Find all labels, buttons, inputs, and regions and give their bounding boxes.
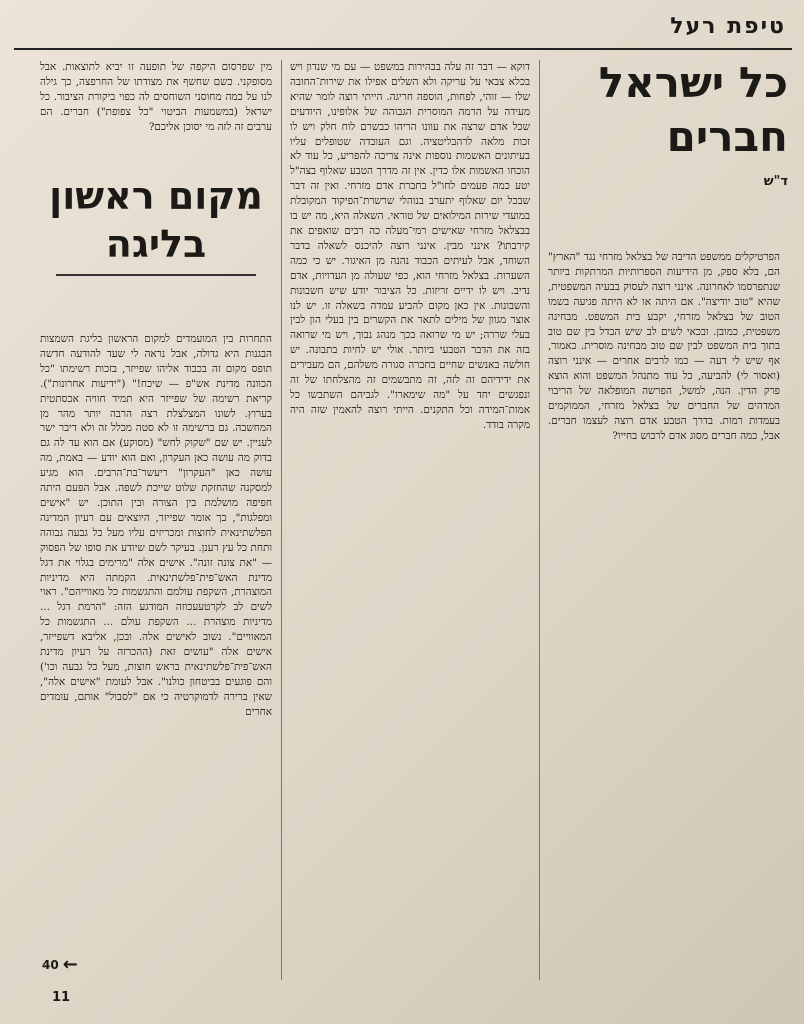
second-article-heading — [40, 172, 272, 322]
column-divider — [539, 60, 540, 980]
article-text: מין שפרסום היקפה של תופעה זו יביא לתוצאות. אבל מסופקני. כשם שחשף את מצודתו של החרפצה, כך גילה לנו על כמה מחוסני השוחסים לה כפוי ביקורת הציבור. כל ישראל (במשמעות הביטוי "כל צפופת") חברים. הם ערבים זה לזה מי יסוכן אליכם? — [40, 61, 272, 133]
arrow-left-icon: ← — [62, 954, 78, 975]
article-text: התחרות בין המועמדים למקום הראשון בליגת השמצות הבגנות היא גדולה, אבל נראה לי שעד להודעה חדשה תופס מקום זה בכבוד אליהו שפייזר, בזכות רשימתו "כל הכוונה מדינת אש"פ — שיכח!" ("ידיעות אחרונות"). קריאת רשימה של שפייזר היא תמיד חוויה אכסתטית בערוץ. לשונו המצלצלת רצה הרבה יותר מהר מן המחשבה. גם ברשימה זו לא סטה מכלל זה ולא דיבר ישר לעניין. יש שם "שקוק לחש" (מסוקע) אם הוא עד לה גם בדוק מה עושה כאן העקרון, ואם הוא יודע — באמת, מה עושה כאן "העקרון" ריעשר־בת־הרבים. הוא מגיע למסקנה שהחזקת שלוט שייכת לשפה. אבל הפעם היתה חפיפה מושלמת בין הצורה ובין התוכן. יש "אישים ומפלגות", כך אומר שפייזר, היוצאים עם רעיון המדינה הפלשתינאית לחוצות ומכריזים עליו מעל כל גבעה גבוהה ותחת כל עץ רענן. בעיקר לשם שיודע את סופו של הפסוק — "את צונה זונה". אישים אלה "מרימים בגלוי את דגל מדינת האש־פית־פלשתינאית. הקמתה היא מדיניות המוצהרת, השקפת עולמם והתגשמות כל מאווייהם". ראוי לשים לב לקרטעעכוזה המודגע הזה: "הרמת דגל ... מדיניות מוצהרת ... השקפת עולם ... התגשמות כל המאוויים". נשוב לאישים אלה. ובכן, אליבא דשפייזר, אישים אלה "עושים זאת (ההכרזה על רעיון מדינת האש־פית־פלשתינאית בראש חוצות, מעל כל גבעה וכו') והם פוגעים בביטחון כולנו". אבל לעומת "אישים אלה", שאין ברירה לדמוקרטיה כי אם "לסבול" אותם, עומדים אחרים — [40, 333, 272, 718]
article-byline: ד"ש — [763, 174, 788, 189]
article-heading — [548, 56, 788, 241]
second-article-title: מקום ראשון בליגה — [49, 174, 263, 266]
heading-rule — [56, 274, 256, 276]
article-column-right — [548, 250, 780, 976]
page-number: 11 — [52, 990, 71, 1005]
continued-page-number: 40 — [42, 958, 59, 972]
article-column-left-bottom — [40, 332, 272, 975]
article-text: דוקא — דבר זה עלה בבהירות במשפט — עם מי שנדון ויש בכלא צבאי על עריקה ולא השלים אפילו את שירות־החובה שלו — זוהי, לפחות, הוספה חריגה. הייתי רוצה לומר שהיא מעידה על הרמה המוסרית הגבוהה של אלופינו, היודעים שכל אדם שרצה את עוונו הריהו כבשרם לוח חלק ויש לו זכות מלאה לרהבליטציה. וגם העובדה שטופלים עליו בעיתונים האשמות נוספות אינה צריכה להפריע, כל עוד לא הוכחו האשמות אלו כדין. אין זה מדרך הטבע שאלוף בצה"ל יטע כמה פעמים לחו"ל בחברת אדם מזרחי. ואין זה דבר שבכל יום שאלוף יתערב בנוהלי שרשרת־הפיקוד המקובלת במועדי שירות המילואים של טוראי. השאלה היא, מה יש בו בבצלאל מזרחי שאישים רמי־מעלה כה רבים שואפים את קירבתו? אינני מבין. אינני רוצה להיכנס לשאלה בדבר השוחד, אבל לעיתים הכבוד נהנה מן האיגור. יש כי כמה השערות. בצלאל מזרחי הוא, כפי שעולה מן העדויות, אדם נדיב. ויש לו ידיים זריזות. כל הציבור יודע שיש חשבונות והשבונות. אין כאן מקום להביע עמדה בשאלה זו. יש לנו אוצר מגוון של מילים לתאר את הקשרים בין בעלי הון לבין בעלי שררה; יש מי שרואה בכך מנהג נבוך, ויש מי שרואה בזה את הדבר הטבעי ביותר. אולי יש לחיות בתבונה. יש חולשה באנשים שחיים בחברה סגורה משלהם, הם מעבירים את ידידיהם זה לזה, זה מתבשמים זה מהצלחתו של זה ונפגשים יחד על "מה שימארו". לגביהם השתבשו כל אמות־המידה וכל התקנים. הייתי רוצה להאמין שזה היה מקרה בודד. — [290, 61, 530, 431]
article-column-left-top — [40, 60, 272, 168]
article-text: הפרטיקלים ממשפט הדיבה של בצלאל מזרחי נגד "הארץ" הם, בלא ספק, מן הידיעות הספרותיות המרתקות ביותר שנתפרסמו לאחרונה. אינני רוצה לעסוק בבעיה המשפטית, שהיא "טוב יודיצה". אם היתה או לא היתה פגיעה בשמו הטוב של בצלאל מזרחי, יקבע בית המשפט. מבחינה משפטית, כמובן. ובכאי לשים לב שיש הבדל בין שם טוב בתוך בית המשפט לבין שם טוב מבחינה מוסרית. כאמור, אף שיש לי דעה — כמו לרבים אחרים — אינני רוצה (ואסור לי) להביעה, כל עוד מתנהל המשפט והוא הוצא פרק הדין. הנה, למשל, הפרשה המופלאה של הריבוי המדהים של החברים של בצלאל מזרחי, הממוקמים בעמדות רמות. בדרך הטבע אדם רוצה לעצמו חברים. אבל, כמה חברים מסוג אדם לרכוש בחייו? — [548, 251, 780, 442]
continued-on-page — [42, 954, 78, 975]
column-header — [14, 8, 792, 50]
article-title: כל ישראל חברים — [598, 58, 788, 161]
article-column-middle — [290, 60, 530, 980]
column-divider — [281, 60, 282, 980]
section-title: טיפת רעל — [670, 14, 786, 39]
